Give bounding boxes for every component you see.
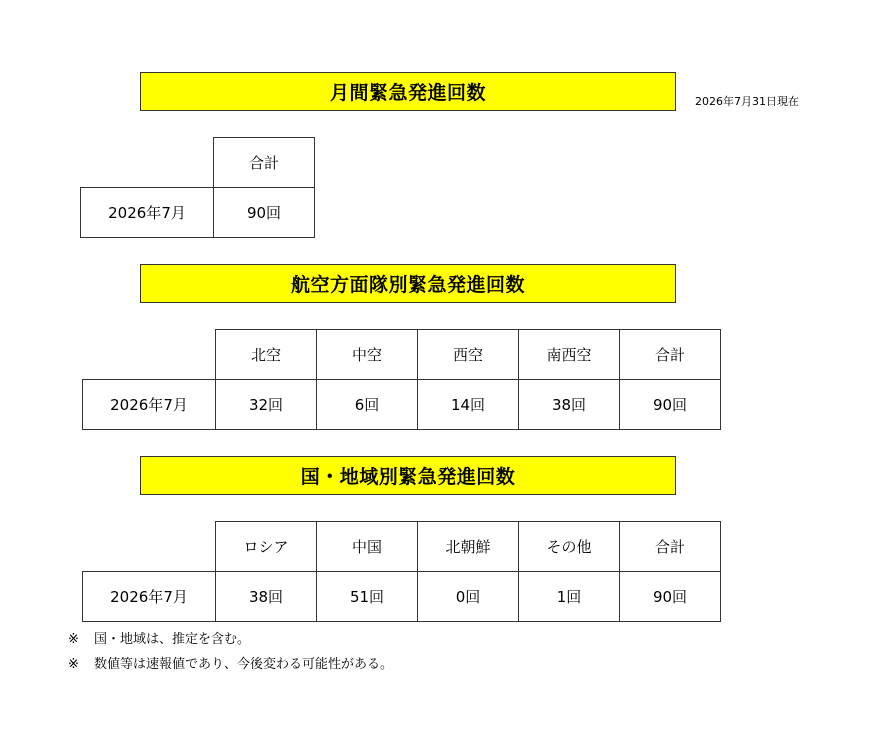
blank-cell [81,138,214,188]
header-central: 中空 [317,330,418,380]
header-western: 西空 [418,330,519,380]
monthly-table [80,137,315,238]
note-mark: ※ [68,657,79,672]
by-force-table [82,329,721,430]
header-china: 中国 [317,522,418,572]
value-total: 90回 [214,188,315,238]
by-country-title: 国・地域別緊急発進回数 [300,466,516,488]
monthly-title: 月間緊急発進回数 [329,82,486,104]
as-of-date: 2026年7月31日現在 [695,95,799,108]
header-total: 合計 [620,522,721,572]
value-north-korea: 0回 [418,572,519,622]
header-russia: ロシア [216,522,317,572]
note-mark: ※ [68,632,79,647]
table-header-row [83,330,721,380]
value-russia: 38回 [216,572,317,622]
value-northern: 32回 [216,380,317,430]
header-north-korea: 北朝鮮 [418,522,519,572]
row-label: 2026年7月 [83,380,216,430]
table-row [83,380,721,430]
value-total: 90回 [620,572,721,622]
value-western: 14回 [418,380,519,430]
table-header-row [83,522,721,572]
note-text: 国・地域は、推定を含む。 [94,632,251,647]
monthly-title-banner [140,72,676,111]
table-row [81,188,315,238]
value-central: 6回 [317,380,418,430]
table-header-row [81,138,315,188]
value-total: 90回 [620,380,721,430]
blank-cell [83,522,216,572]
note-item [68,652,393,677]
by-force-title-banner [140,264,676,303]
row-label: 2026年7月 [81,188,214,238]
by-force-title: 航空方面隊別緊急発進回数 [290,274,525,296]
header-total: 合計 [620,330,721,380]
value-other: 1回 [519,572,620,622]
row-label: 2026年7月 [83,572,216,622]
header-northern: 北空 [216,330,317,380]
value-china: 51回 [317,572,418,622]
notes [68,627,393,677]
header-other: その他 [519,522,620,572]
table-row [83,572,721,622]
header-total: 合計 [214,138,315,188]
by-country-title-banner [140,456,676,495]
by-country-table [82,521,721,622]
value-southwestern: 38回 [519,380,620,430]
note-text: 数値等は速報値であり、今後変わる可能性がある。 [94,657,394,672]
header-southwestern: 南西空 [519,330,620,380]
blank-cell [83,330,216,380]
note-item [68,627,393,652]
